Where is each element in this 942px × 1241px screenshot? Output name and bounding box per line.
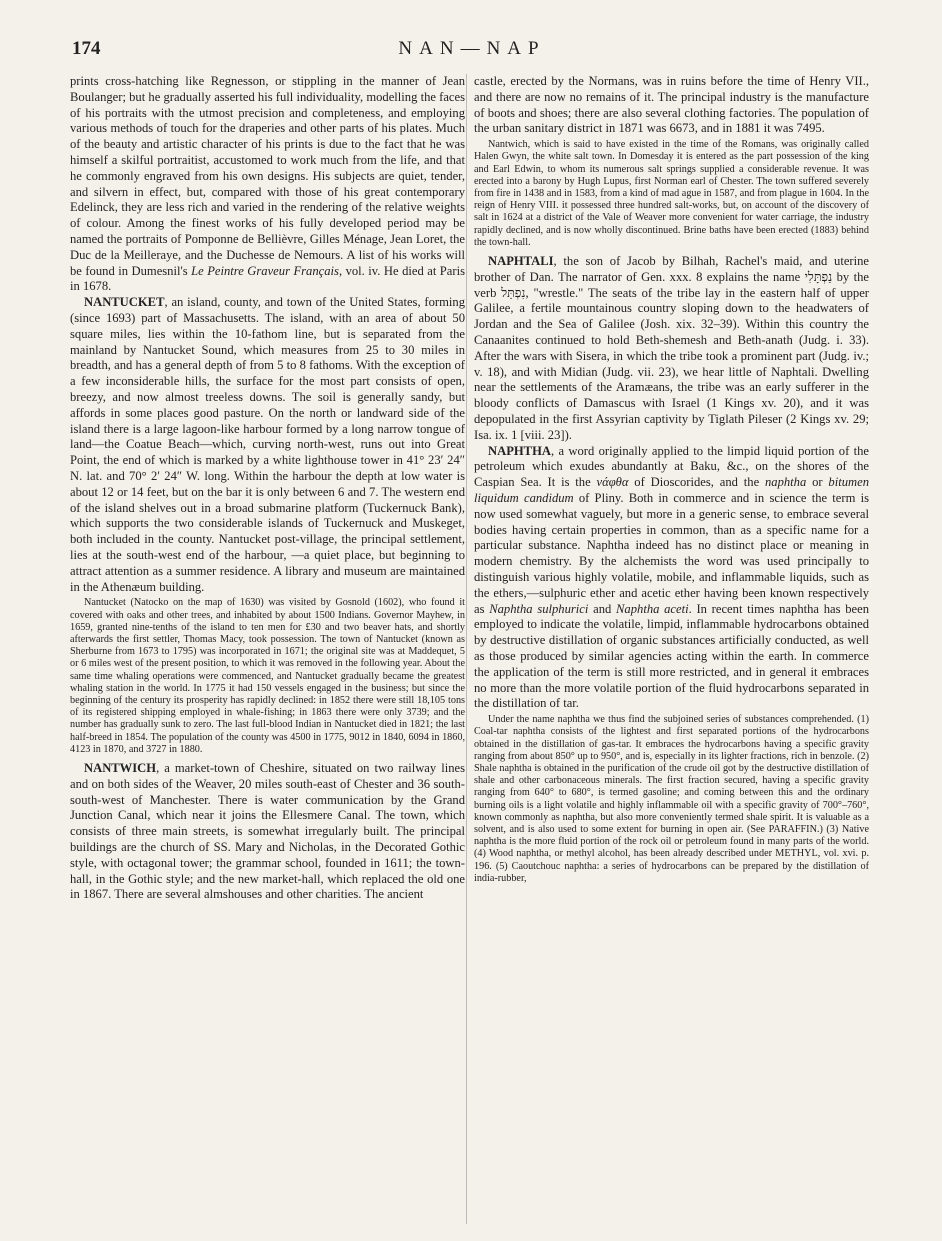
headword-naphtali: NAPHTALI [488, 254, 554, 269]
entry-naphtali: NAPHTALI, the son of Jacob by Bilhah, Rachel's maid, and uterine brother of Dan. The narrator of Gen. xxx. 8 explains the name נַפְתָּלִי by the verb נִפְתַּל, "wrestle." The seats of the tribe lay in the eastern half of upper Galilee, a fertile mountainous country sloping down to the headwaters of Jordan and the Sea of Galilee (Josh. xix. 32–39). Within this country the Canaanites continued to hold Beth-shemesh and Beth-anath (Judg. i. 33). After the wars with Sisera, in which the tribe took a prominent part (Judg. iv.; v. 18), and with Midian (Judg. vii. 23), we hear little of Naphtali. Dwelling near the settlements of the Aramæans, the tribe was an early sufferer in the bloody conflicts of Damascus with Israel (1 Kings xv. 20), and it was depopulated in the first Assyrian captivity by Tiglath Pileser (2 Kings xv. 29; Isa. ix. 1 [viii. 23]). [474, 254, 869, 442]
page-header [72, 38, 872, 68]
nantwich-continuation: castle, erected by the Normans, was in ruins before the time of Henry VII., and there are now no remains of it. The principal industry is the manufacture of boots and shoes; there are also several clothing factories. The population of the urban sanitary district in 1871 was 6673, and in 1881 it was 7495. [474, 74, 869, 136]
headword-nantwich: NANTWICH [84, 760, 157, 775]
page-number: 174 [72, 38, 101, 59]
running-head: NAN—NAP [398, 38, 546, 59]
headword-naphtha: NAPHTHA [488, 443, 551, 458]
entry-nantucket: NANTUCKET, an island, county, and town of the United States, forming (since 1693) part of Massachusetts. The island, with an area of about 50 square miles, lies within the 10-fathom line, but is separated from the mainland by Nantucket Sound, which measures from 25 to 30 miles in breadth, and has a general depth of from 5 to 8 fathoms. With the exception of a few inconsiderable hills, the surface for the most part consists of open, breezy, and now almost treeless downs. The soil is generally sandy, but affords in some places good pasture. On the north or landward side of the island there is a large lagoon-like harbour formed by a long narrow tongue of land—the Coatue Beach—which, curving north-west, runs out into Great Point, the end of which is marked by a white lighthouse tower in 41° 23′ 24″ N. lat. and 70° 2′ 24″ W. long. Within the harbour the depth at low water is about 12 or 14 feet, but on the bar it is only between 6 and 7. The western end of the island shelves out in a broad submarine platform (Tuckernuck Bank), which supports the two considerable islands of Tuckernuck and Muskeget, both included in the county. Nantucket post-village, the principal settlement, lies at the south-west end of the harbour, —a quiet place, but beginning to attract attention as a summer residence. A library and museum are maintained in the Athenæum building. [70, 295, 465, 594]
left-column [70, 74, 465, 1234]
portrait-engraver-continuation: prints cross-hatching like Regnesson, or stippling in the manner of Jean Boulanger; but he gradually asserted his full individuality, modelling the faces of his portraits with the utmost precision and completeness, and employing various methods of touch for the draperies and other parts of his plates. Much of the beauty and artistic character of his prints is due to the fact that he was himself a skilful portraitist, accustomed to work much from the life, and that he commonly engraved from his own designs. His subjects are quiet, tender, and silvern in effect, but, compared with those of his great contemporary Edelinck, they are less rich and varied in the rendering of the relative weights of colour. Among the finest works of his fully developed period may be named the portraits of Pomponne de Bellièvre, Gilles Ménage, Jean Loret, the Duc de la Meilleraye, and the Duchesse de Nemours. A list of his works will be found in Dumesnil's Le Peintre Graveur Français, vol. iv. He died at Paris in 1678. [70, 74, 465, 294]
right-column [474, 74, 869, 1234]
entry-nantwich: NANTWICH, a market-town of Cheshire, situated on two railway lines and on both sides of the Weaver, 20 miles south-east of Chester and 36 south-south-west of Manchester. There is water communication by the Grand Junction Canal, which near it joins the Ellesmere Canal. The town, which consists of three main streets, is somewhat irregularly built. The principal buildings are the church of SS. Mary and Nicholas, in the Decorated Gothic style, with octagonal tower; the grammar school, founded in 1611; the town-hall, in the Gothic style; and the new market-hall, which replaced the old one in 1867. There are several almshouses and other charities. The ancient [70, 760, 465, 902]
note-nantucket-history: Nantucket (Natocko on the map of 1630) was visited by Gosnold (1602), who found it covered with oaks and other trees, and inhabited by about 1500 Indians. Governor Mayhew, in 1659, granted nine-tenths of the island to ten men for £30 and two beaver hats, and shortly afterwards the first settler, Thomas Macy, took possession. The town of Nantucket (known as Sherburne from 1673 to 1795) was incorporated in 1671; the original site was at Maddequet, 5 or 6 miles west of the present position, to which it was removed in the following year. About the same time whaling operations were commenced, and Nantucket gradually became the greatest whaling station in the world. In 1775 it had 150 vessels engaged in the business; but since the beginning of the century its prosperity has rapidly declined: in 1852 there were still 18,105 tons of its registered shipping employed in whale-fishing; in 1863 there were only 3739; and the number has gradually sunk to zero. The last full-blood Indian in Nantucket died in 1821; the last half-breed in 1854. The population of the county was 4500 in 1775, 9012 in 1840, 6094 in 1860, 4123 in 1870, and 3727 in 1880. [70, 597, 465, 755]
headword-nantucket: NANTUCKET [84, 295, 165, 310]
entry-naphtha: NAPHTHA, a word originally applied to the limpid liquid portion of the petroleum which exudes abundantly at Baku, &c., on the shores of the Caspian Sea. It is the νάφθα of Dioscorides, and the naphtha or bitumen liquidum candidum of Pliny. Both in commerce and in science the term is now used somewhat vaguely, but more in a generic sense, to embrace several bodies having certain properties in common, than as a specific name for a particular substance. Naphtha indeed has no distinct place or meaning in modern chemistry. By the alchemists the word was used principally to distinguish various highly volatile, mobile, and inflammable liquids, such as the ethers,—sulphuric ether and acetic ether having been known respectively as Naphtha sulphurici and Naphtha aceti. In recent times naphtha has been employed to indicate the volatile, limpid, inflammable hydrocarbons obtained by destructive distillation of organic substances artificially conducted, as well as those produced by similar agencies acting within the earth. In commerce the application of the term is still more restricted, and in general it embraces no more than the more volatile portion of the fluid hydrocarbons separated in the distillation of tar. [474, 443, 869, 711]
note-naphtha-series: Under the name naphtha we thus find the subjoined series of substances comprehended. (1) Coal-tar naphtha consists of the lightest and first separated portions of the hydrocarbons obtained in the distillation of gas-tar. It embraces the hydrocarbons having a specific gravity ranging from about 850° up to 950°, and is, especially in its lighter fractions, rich in benzole. (2) Shale naphtha is obtained in the purification of the crude oil got by the destructive distillation of shale and other carbonaceous minerals. The first fraction secured, having a specific gravity ranging from 640° to 680°, is termed gasoline; and coming between this and the ordinary burning oils is a light volatile and highly inflammable oil with a specific gravity of 700°–760°, known commonly as naphtha, but also more conveniently termed shale spirit. It is valuable as a solvent, and is also used to some extent for burning in open air. (See PARAFFIN.) (3) Native naphtha is the more fluid portion of the rock oil or petroleum found in many parts of the world. (4) Wood naphtha, or methyl alcohol, has been already described under METHYL, vol. xvi. p. 196. (5) Caoutchouc naphtha: a series of hydrocarbons can be prepared by the distillation of india-rubber, [474, 714, 869, 884]
column-divider [466, 74, 467, 1224]
note-nantwich-history: Nantwich, which is said to have existed in the time of the Romans, was originally called Halen Gwyn, the white salt town. In Domesday it is entered as the part possession of the king and Earl Edwin, to whom its numerous salt springs supplied a considerable revenue. It was erected into a barony by Hugh Lupus, first Norman earl of Chester. The town suffered severely from fire in 1438 and in 1583, from a kind of mad ague in 1587, and from plague in 1604. In the reign of Henry VIII. it possessed three hundred salt-works, but, on account of the discovery of salt in 1624 at a district of the Vale of Weaver more convenient for water carriage, the industry rapidly declined, and is now wholly discontinued. Brine baths have been erected (1883) behind the town-hall. [474, 139, 869, 248]
